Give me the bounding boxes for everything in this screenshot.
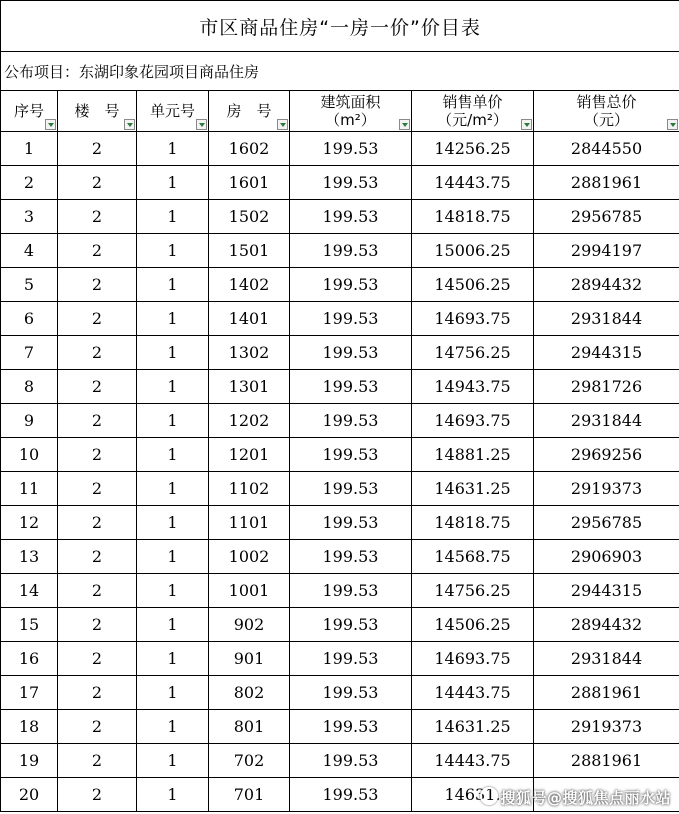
total-price-cell: 2944315 [534,336,679,370]
table-row [1,744,679,778]
room-cell: 1201 [209,438,290,472]
filter-dropdown-icon[interactable] [124,119,135,130]
total-price-cell: 2919373 [534,710,679,744]
unit-cell: 1 [137,642,209,676]
table-row [1,438,679,472]
unit-cell: 1 [137,574,209,608]
filter-dropdown-icon[interactable] [45,119,56,130]
filter-dropdown-icon[interactable] [521,119,532,130]
total-price-cell: 2944315 [534,574,679,608]
unit-price-cell: 14818.75 [412,506,534,540]
header-building [58,91,137,132]
building-cell: 2 [58,302,137,336]
table-row [1,234,679,268]
header-label: 建筑面积 [320,93,381,111]
seq-cell: 17 [1,676,58,710]
room-cell: 1502 [209,200,290,234]
total-price-cell: 2956785 [534,506,679,540]
watermark [480,787,671,808]
table-row [1,268,679,302]
header-label: 销售单价 [442,93,503,111]
table-body [1,1,679,812]
building-cell: 2 [58,370,137,404]
area-cell: 199.53 [290,166,412,200]
room-cell: 802 [209,676,290,710]
project-row [1,52,679,91]
room-cell: 1301 [209,370,290,404]
unit-price-cell: 14256.25 [412,132,534,166]
area-cell: 199.53 [290,132,412,166]
unit-price-cell: 14756.25 [412,574,534,608]
header-unit-label: （m²） [325,111,376,129]
seq-cell: 11 [1,472,58,506]
building-cell: 2 [58,540,137,574]
seq-cell: 1 [1,132,58,166]
room-cell: 1101 [209,506,290,540]
unit-cell: 1 [137,540,209,574]
room-cell: 1602 [209,132,290,166]
unit-cell: 1 [137,268,209,302]
area-cell: 199.53 [290,472,412,506]
unit-price-cell: 14818.75 [412,200,534,234]
area-cell: 199.53 [290,506,412,540]
seq-cell: 8 [1,370,58,404]
header-label: 单元号 [149,102,195,120]
area-cell: 199.53 [290,438,412,472]
table-row [1,132,679,166]
building-cell: 2 [58,676,137,710]
header-label: 销售总价 [576,93,637,111]
unit-price-cell: 14756.25 [412,336,534,370]
room-cell: 902 [209,608,290,642]
unit-cell: 1 [137,336,209,370]
table-row [1,404,679,438]
total-price-cell: 2919373 [534,472,679,506]
unit-cell: 1 [137,472,209,506]
building-cell: 2 [58,132,137,166]
total-price-cell: 2894432 [534,268,679,302]
unit-cell: 1 [137,608,209,642]
header-room [209,91,290,132]
header-total-price [534,91,679,132]
building-cell: 2 [58,506,137,540]
unit-price-cell: 14693.75 [412,404,534,438]
seq-cell: 2 [1,166,58,200]
project-name: 公布项目：东湖印象花园项目商品住房 [1,52,679,91]
table-row [1,336,679,370]
header-label: 序号 [13,102,44,120]
table-row [1,200,679,234]
seq-cell: 12 [1,506,58,540]
building-cell: 2 [58,404,137,438]
area-cell: 199.53 [290,336,412,370]
unit-cell: 1 [137,370,209,404]
total-price-cell: 2994197 [534,234,679,268]
table-row [1,506,679,540]
unit-cell: 1 [137,710,209,744]
room-cell: 1002 [209,540,290,574]
unit-cell: 1 [137,506,209,540]
total-price-cell: 2881961 [534,166,679,200]
watermark-logo-icon [480,787,498,805]
total-price-cell: 2931844 [534,642,679,676]
building-cell: 2 [58,710,137,744]
unit-cell: 1 [137,404,209,438]
table-row [1,472,679,506]
area-cell: 199.53 [290,200,412,234]
total-price-cell: 2956785 [534,200,679,234]
unit-price-cell: 14443.75 [412,166,534,200]
area-cell: 199.53 [290,778,412,812]
room-cell: 1402 [209,268,290,302]
unit-cell: 1 [137,234,209,268]
table-row [1,676,679,710]
table-row [1,166,679,200]
area-cell: 199.53 [290,710,412,744]
building-cell: 2 [58,744,137,778]
unit-price-cell: 14693.75 [412,302,534,336]
unit-price-cell: 15006.25 [412,234,534,268]
total-price-cell: 2894432 [534,608,679,642]
watermark-text: 搜狐号@搜狐焦点丽水站 [500,789,671,807]
room-cell: 701 [209,778,290,812]
total-price-cell: 2906903 [534,540,679,574]
header-unit-price [412,91,534,132]
unit-price-cell: 14631.25 [412,710,534,744]
total-price-cell: 2844550 [534,132,679,166]
table-row [1,608,679,642]
header-unit-label: （元） [584,111,630,129]
unit-price-cell: 14443.75 [412,676,534,710]
filter-dropdown-icon[interactable] [399,119,410,130]
area-cell: 199.53 [290,404,412,438]
title-row [1,1,679,52]
area-cell: 199.53 [290,574,412,608]
unit-cell: 1 [137,132,209,166]
total-price-cell: 2981726 [534,370,679,404]
header-label: 楼 号 [74,102,120,120]
table-row [1,574,679,608]
room-cell: 1601 [209,166,290,200]
total-price-cell: 2931844 [534,302,679,336]
area-cell: 199.53 [290,234,412,268]
header-row [1,91,679,132]
table-row [1,302,679,336]
seq-cell: 5 [1,268,58,302]
area-cell: 199.53 [290,302,412,336]
room-cell: 1401 [209,302,290,336]
seq-cell: 6 [1,302,58,336]
seq-cell: 20 [1,778,58,812]
unit-price-cell: 14443.75 [412,744,534,778]
room-cell: 1001 [209,574,290,608]
seq-cell: 7 [1,336,58,370]
room-cell: 801 [209,710,290,744]
building-cell: 2 [58,166,137,200]
unit-price-cell: 14631.25 [412,472,534,506]
building-cell: 2 [58,234,137,268]
header-unit [137,91,209,132]
filter-dropdown-icon[interactable] [277,119,288,130]
room-cell: 901 [209,642,290,676]
building-cell: 2 [58,642,137,676]
seq-cell: 19 [1,744,58,778]
unit-cell: 1 [137,744,209,778]
total-price-cell: 2881961 [534,744,679,778]
unit-cell: 1 [137,200,209,234]
area-cell: 199.53 [290,540,412,574]
page-title: 市区商品住房“一房一价”价目表 [1,1,679,52]
building-cell: 2 [58,574,137,608]
room-cell: 702 [209,744,290,778]
unit-cell: 1 [137,302,209,336]
area-cell: 199.53 [290,642,412,676]
room-cell: 1302 [209,336,290,370]
header-label: 房 号 [226,102,272,120]
room-cell: 1202 [209,404,290,438]
unit-price-cell: 14693.75 [412,642,534,676]
building-cell: 2 [58,336,137,370]
building-cell: 2 [58,268,137,302]
building-cell: 2 [58,608,137,642]
filter-dropdown-icon[interactable] [667,119,678,130]
unit-price-cell: 14943.75 [412,370,534,404]
area-cell: 199.53 [290,370,412,404]
room-cell: 1501 [209,234,290,268]
seq-cell: 14 [1,574,58,608]
seq-cell: 15 [1,608,58,642]
building-cell: 2 [58,438,137,472]
total-price-cell: 2881961 [534,676,679,710]
table-row [1,540,679,574]
seq-cell: 16 [1,642,58,676]
room-cell: 1102 [209,472,290,506]
total-price-cell: 2931844 [534,404,679,438]
seq-cell: 4 [1,234,58,268]
building-cell: 2 [58,200,137,234]
header-area [290,91,412,132]
seq-cell: 18 [1,710,58,744]
header-seq [1,91,58,132]
unit-cell: 1 [137,778,209,812]
seq-cell: 13 [1,540,58,574]
area-cell: 199.53 [290,268,412,302]
area-cell: 199.53 [290,676,412,710]
unit-cell: 1 [137,676,209,710]
unit-cell: 1 [137,438,209,472]
table-row [1,710,679,744]
unit-price-cell: 14631. [412,778,534,812]
unit-price-cell: 14568.75 [412,540,534,574]
area-cell: 199.53 [290,608,412,642]
building-cell: 2 [58,778,137,812]
unit-cell: 1 [137,166,209,200]
filter-dropdown-icon[interactable] [196,119,207,130]
unit-price-cell: 14881.25 [412,438,534,472]
seq-cell: 9 [1,404,58,438]
unit-price-cell: 14506.25 [412,608,534,642]
table-row [1,642,679,676]
seq-cell: 10 [1,438,58,472]
seq-cell: 3 [1,200,58,234]
building-cell: 2 [58,472,137,506]
table-row [1,370,679,404]
area-cell: 199.53 [290,744,412,778]
unit-price-cell: 14506.25 [412,268,534,302]
total-price-cell: 2969256 [534,438,679,472]
header-unit-label: （元/m²） [437,111,508,129]
